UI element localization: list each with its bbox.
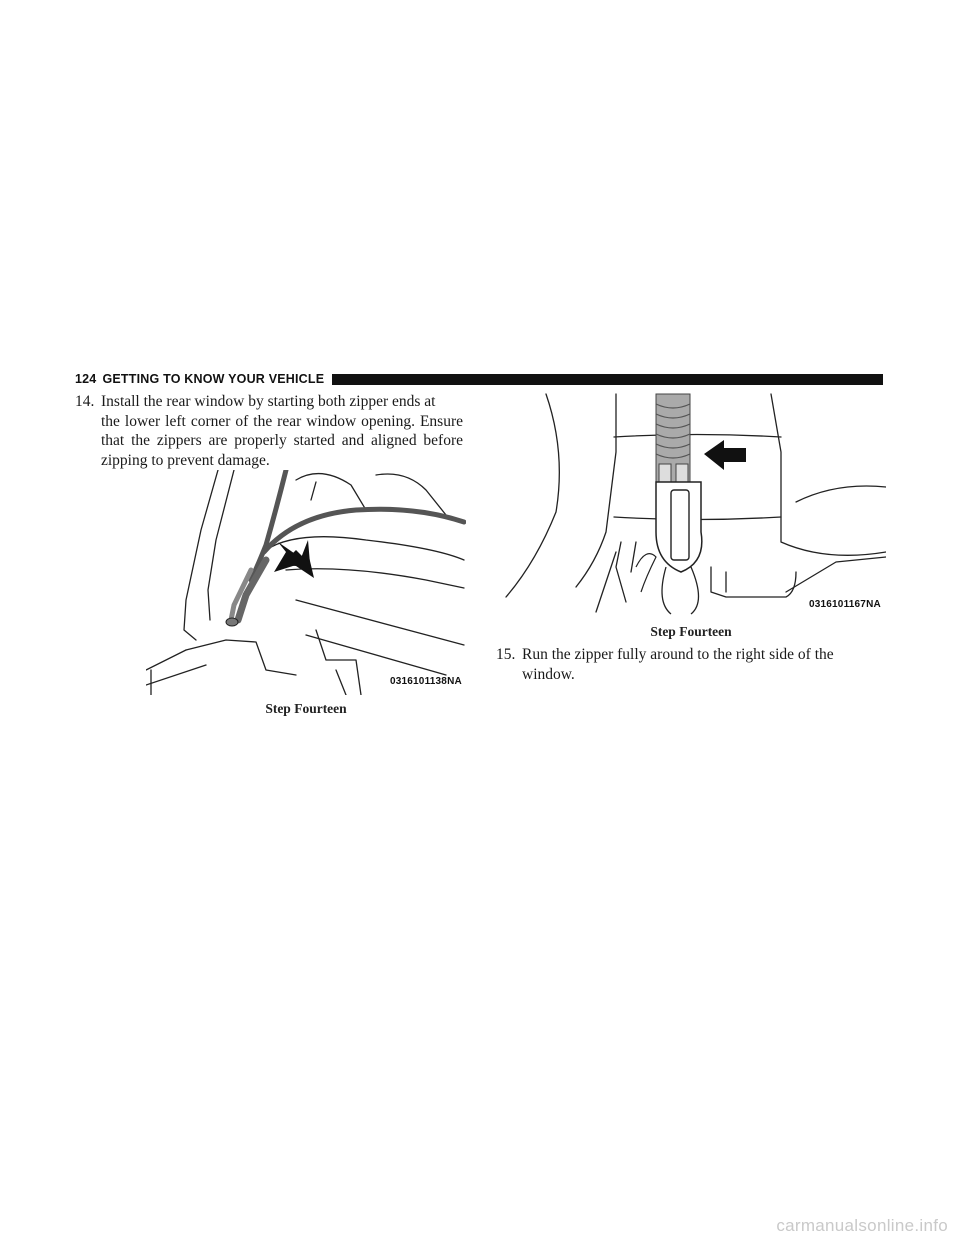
zipper-corner-illustration <box>146 470 466 695</box>
step-text-continuation: the lower left corner of the rear window opening. Ensure that the zippers are properly started and aligned before zipping to prevent damage. <box>101 412 463 469</box>
step-text-first-line: Install the rear window by starting both zipper ends at <box>101 393 436 410</box>
zipper-pull-illustration <box>496 392 886 616</box>
header-rule <box>332 374 883 385</box>
section-title: GETTING TO KNOW YOUR VEHICLE <box>102 372 325 386</box>
step-14 <box>75 392 463 470</box>
watermark: carmanualsonline.info <box>776 1216 948 1235</box>
step-text-continuation: window. <box>522 665 575 683</box>
step-number: 14. <box>75 393 95 410</box>
figure-step-fourteen-b <box>496 392 886 616</box>
figure-step-fourteen-a <box>146 470 466 695</box>
figure-code: 0316101167NA <box>809 599 881 610</box>
figure-code: 0316101138NA <box>390 676 462 687</box>
figure-caption: Step Fourteen <box>265 701 347 716</box>
step-15 <box>496 645 884 684</box>
step-number: 15. <box>496 646 516 663</box>
arrow-pointing-at-zipper-icon <box>704 440 746 470</box>
page-number: 124 <box>75 372 97 386</box>
page-header <box>75 372 883 386</box>
figure-caption: Step Fourteen <box>650 624 732 639</box>
step-text-first-line: Run the zipper fully around to the right side of the <box>522 646 834 663</box>
